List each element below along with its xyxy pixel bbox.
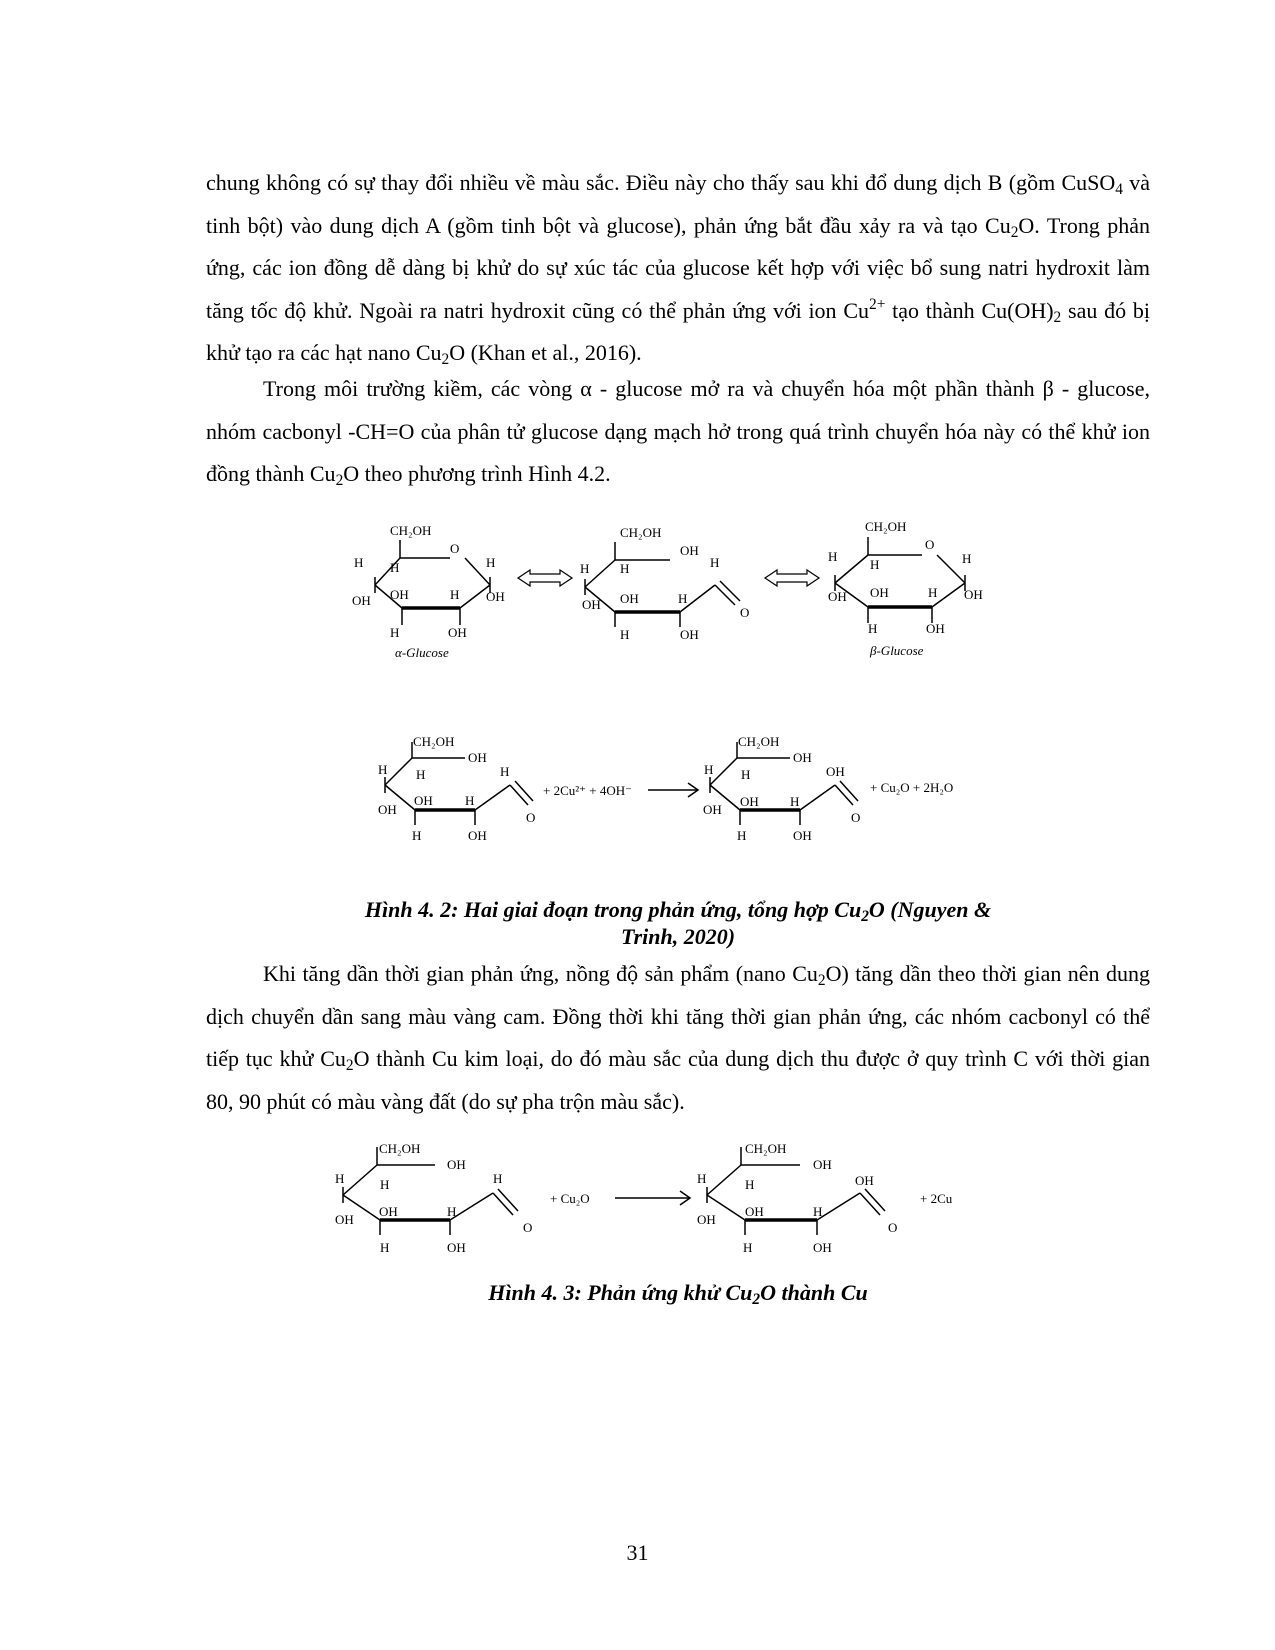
p1-sup-1: 2+ <box>869 295 886 313</box>
reagents-cu2-oh: + 2Cu²⁺ + 4OH⁻ <box>543 783 632 798</box>
beta-h2: H <box>870 557 880 572</box>
f43-p-h3: H <box>813 1204 823 1219</box>
paragraph-3 <box>206 953 1150 1123</box>
p1-sub-4: 2 <box>441 350 450 368</box>
open-o: O <box>740 605 750 620</box>
p-h3: H <box>790 794 800 809</box>
f43-p-oh3: OH <box>813 1240 832 1255</box>
f43-r-h1: H <box>335 1171 345 1186</box>
p-oh1: OH <box>703 802 722 817</box>
product-gluconic-structure-2 <box>707 1147 885 1235</box>
f43-r-h4: H <box>380 1240 390 1255</box>
reaction-arrow-1 <box>648 783 698 797</box>
p-o: O <box>851 810 861 825</box>
product-gluconic-structure <box>710 742 861 825</box>
f43-r-oh1: OH <box>335 1212 354 1227</box>
alpha-oh3: OH <box>486 589 505 604</box>
alpha-h2: H <box>390 560 400 575</box>
r-ch2oh: CH₂OH <box>413 734 455 749</box>
alpha-oh2: OH <box>390 587 409 602</box>
p2-text-2: O theo phương trình Hình 4.2. <box>343 461 611 486</box>
alpha-oh4: OH <box>448 625 467 640</box>
beta-oh4: OH <box>926 621 945 636</box>
equilibrium-arrow-2 <box>765 570 819 586</box>
p1-text-6: O (Khan et al., 2016). <box>449 340 642 365</box>
p1-text-4: tạo thành Cu(OH) <box>885 297 1054 323</box>
p2-sub-1: 2 <box>335 471 344 489</box>
f43-r-h-aldehyde: H <box>493 1171 503 1186</box>
r-oh1: OH <box>378 802 397 817</box>
beta-h1: H <box>828 549 838 564</box>
alpha-h3: H <box>486 555 496 570</box>
alpha-ch2oh: CH₂OH <box>390 523 432 538</box>
fig42-caption-a: Hình 4. 2: Hai giai đoạn trong phản ứng, tổng hợp Cu <box>364 897 862 922</box>
r-h3: H <box>465 793 475 808</box>
alpha-glucose-structure <box>375 540 490 625</box>
open-oh1: OH <box>582 597 601 612</box>
r-h2: H <box>416 767 426 782</box>
f43-p-o: O <box>888 1220 898 1235</box>
f43-p-ch2oh: CH₂OH <box>745 1141 787 1156</box>
p2-text-1: Trong môi trường kiềm, các vòng α - glucose mở ra và chuyển hóa một phần thành β - glucose, nhóm cacbonyl -CH=O của phân tử glucose dạng mạch hở trong quá trình chuyển hóa này có thể khử ion đồng thành Cu <box>206 376 1150 486</box>
figure-4-2-equilibrium <box>340 515 1020 670</box>
p-oh-acid: OH <box>826 764 845 779</box>
f43-p-h1: H <box>697 1171 707 1186</box>
f43-p-oh2: OH <box>745 1204 764 1219</box>
open-ch2oh: CH₂OH <box>620 525 662 540</box>
open-h-aldehyde: H <box>710 555 720 570</box>
p1-text-5: sau đó bị khử tạo ra các hạt nano Cu <box>206 297 1150 365</box>
alpha-h4: H <box>450 587 460 602</box>
alpha-glucose-label: α-Glucose <box>395 645 449 660</box>
fig42-caption-line2: Trinh, 2020) <box>620 924 736 949</box>
r-oh3: OH <box>468 828 487 843</box>
p3-sub-2: 2 <box>345 1056 354 1074</box>
fig43-caption-sub: 2 <box>752 1290 761 1308</box>
p3-text-2: O) tăng dần theo thời gian nên dung dịch chuyển dần sang màu vàng cam. Đồng thời khi tăng thời gian phản ứng, các nhóm cacbonyl có thể tiếp tục khử Cu <box>206 961 1150 1071</box>
p-h2: H <box>741 767 751 782</box>
f43-reagents: + Cu₂O <box>550 1191 590 1206</box>
products-cu2o-h2o: + Cu₂O + 2H₂O <box>870 780 954 795</box>
figure-4-2-reaction <box>380 730 1020 855</box>
f43-r-ch2oh: CH₂OH <box>379 1141 421 1156</box>
f43-r-oh3: OH <box>447 1240 466 1255</box>
r-oh-top: OH <box>468 750 487 765</box>
beta-glucose-label: β-Glucose <box>870 643 924 658</box>
f43-p-h4: H <box>743 1240 753 1255</box>
p1-sub-2: 2 <box>1010 223 1019 241</box>
paragraph-1 <box>206 162 1150 375</box>
paragraph-2 <box>206 368 1150 496</box>
beta-oh2: OH <box>870 585 889 600</box>
beta-h5: H <box>868 621 878 636</box>
figure-4-2-caption <box>206 896 1150 950</box>
r-h4: H <box>412 828 422 843</box>
open-oh-top: OH <box>680 543 699 558</box>
p3-text-1: Khi tăng dần thời gian phản ứng, nồng độ sản phẩm (nano Cu <box>263 961 818 986</box>
reaction-arrow-2 <box>615 1191 690 1205</box>
f43-r-h3: H <box>447 1204 457 1219</box>
f43-r-oh-top: OH <box>447 1157 466 1172</box>
figure-4-3-caption <box>206 1279 1150 1306</box>
open-oh2: OH <box>620 591 639 606</box>
f43-p-h2: H <box>745 1177 755 1192</box>
beta-oh1: OH <box>828 589 847 604</box>
p-ch2oh: CH₂OH <box>738 734 780 749</box>
p-oh-top: OH <box>793 750 812 765</box>
f43-p-oh-acid: OH <box>855 1173 874 1188</box>
p1-text-3: O. Trong phản ứng, các ion đồng dễ dàng bị khử do sự xúc tác của glucose kết hợp với việc bổ sung natri hydroxit làm tăng tốc độ khử. Ngoài ra natri hydroxit cũng có thể phản ứng với ion Cu <box>206 212 1150 323</box>
alpha-oh1: OH <box>352 593 371 608</box>
f43-p-oh-top: OH <box>813 1157 832 1172</box>
alpha-h5: H <box>390 625 400 640</box>
beta-oh3: OH <box>964 587 983 602</box>
p1-sub-1: 4 <box>1115 180 1123 198</box>
reactant-glucose-structure-2 <box>343 1147 518 1235</box>
open-h4: H <box>620 627 630 642</box>
r-o: O <box>526 810 536 825</box>
r-h1: H <box>378 762 388 777</box>
beta-ch2oh: CH₂OH <box>865 519 907 534</box>
beta-h4: H <box>928 585 938 600</box>
f43-r-h2: H <box>380 1177 390 1192</box>
open-h1: H <box>580 561 590 576</box>
f43-r-oh2: OH <box>379 1204 398 1219</box>
fig42-caption-b: O (Nguyen & <box>868 897 992 922</box>
r-oh2: OH <box>414 793 433 808</box>
f43-p-oh1: OH <box>697 1212 716 1227</box>
p1-sub-3: 2 <box>1053 308 1062 326</box>
p-h1: H <box>704 762 714 777</box>
f43-products: + 2Cu <box>920 1191 953 1206</box>
fig42-caption-sub: 2 <box>861 907 869 925</box>
open-h2: H <box>620 561 630 576</box>
r-h-aldehyde: H <box>500 764 510 779</box>
p3-text-3: O thành Cu kim loại, do đó màu sắc của dung dịch thu được ở quy trình C với thời gian 80, 90 phút có màu vàng đất (do sự pha trộn màu sắc). <box>206 1046 1150 1114</box>
page-number: 31 <box>626 1540 649 1565</box>
equilibrium-arrow-1 <box>518 570 572 586</box>
figure-4-3-reaction <box>335 1135 975 1260</box>
alpha-h1: H <box>354 555 364 570</box>
open-h3: H <box>678 591 688 606</box>
beta-h3: H <box>962 551 972 566</box>
open-oh3: OH <box>680 627 699 642</box>
reactant-glucose-structure <box>385 742 536 825</box>
p1-text-2: và tinh bột) vào dung dịch A (gồm tinh bột và glucose), phản ứng bắt đầu xảy ra và tạo Cu <box>206 170 1151 238</box>
fig43-caption-a: Hình 4. 3: Phản ứng khử Cu <box>488 1280 753 1305</box>
p1-text-1: chung không có sự thay đổi nhiều về màu sắc. Điều này cho thấy sau khi đổ dung dịch B (gồm CuSO <box>206 170 1116 195</box>
f43-r-o: O <box>523 1220 533 1235</box>
p-oh2: OH <box>740 794 759 809</box>
alpha-ring-o: O <box>450 541 460 556</box>
p3-sub-1: 2 <box>817 971 826 989</box>
beta-glucose-structure <box>835 537 965 623</box>
p-h4: H <box>737 828 747 843</box>
p-oh3: OH <box>793 828 812 843</box>
beta-ring-o: O <box>925 537 935 552</box>
fig43-caption-b: O thành Cu <box>760 1280 868 1305</box>
